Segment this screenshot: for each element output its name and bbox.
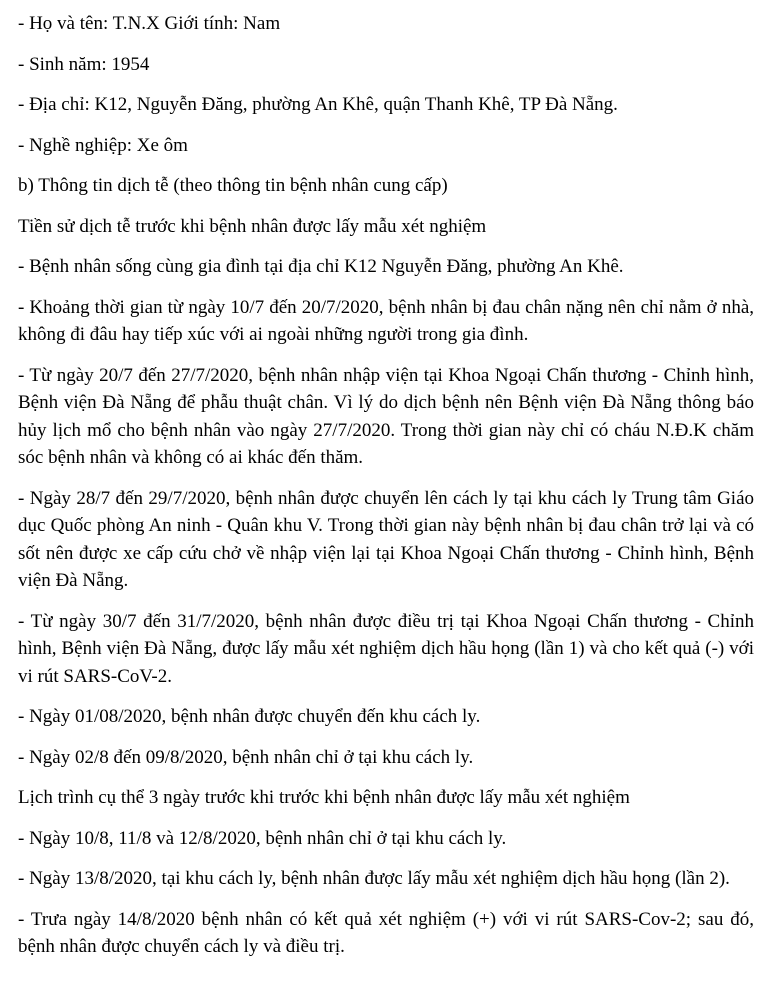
epidemiology-history-heading: Tiền sử dịch tễ trước khi bệnh nhân được lấy mẫu xét nghiệm [18, 215, 487, 237]
paragraph-jul-20-27: - Từ ngày 20/7 đến 27/7/2020, bệnh nhân nhập viện tại Khoa Ngoại Chấn thương - Chỉnh hình, Bệnh viện Đà Nẵng để phẫu thuật chân. Vì lý do dịch bệnh nên Bệnh viện Đà Nẵng thông báo hủy lịch mổ cho bệnh nhân vào ngày 27/7/2020. Trong thời gian này chỉ có cháu N.Đ.K chăm sóc bệnh nhân và không có ai khác đến thăm. [18, 364, 754, 468]
paragraph-aug-13: - Ngày 13/8/2020, tại khu cách ly, bệnh nhân được lấy mẫu xét nghiệm dịch hầu họng (lần 2). [18, 868, 730, 889]
patient-name-gender: - Họ và tên: T.N.X Giới tính: Nam [18, 13, 281, 34]
paragraph-jul-28-29: - Ngày 28/7 đến 29/7/2020, bệnh nhân được chuyển lên cách ly tại khu cách ly Trung tâm Giáo dục Quốc phòng An ninh - Quân khu V. Trong thời gian này bệnh nhân bị đau chân trở lại và có sốt nên được xe cấp cứu chở về nhập viện lại tại Khoa Ngoại Chấn thương - Chỉnh hình, Bệnh viện Đà Nẵng. [18, 487, 754, 591]
birth-year: - Sinh năm: 1954 [18, 53, 150, 75]
paragraph-jul-30-31: - Từ ngày 30/7 đến 31/7/2020, bệnh nhân được điều trị tại Khoa Ngoại Chấn thương - Chỉnh hình, Bệnh viện Đà Nẵng, được lấy mẫu xét nghiệm dịch hầu họng (lần 1) và cho kết quả (-) với vi rút SARS-CoV-2. [18, 610, 754, 687]
paragraph-aug-01: - Ngày 01/08/2020, bệnh nhân được chuyển đến khu cách ly. [18, 706, 481, 727]
address: - Địa chỉ: K12, Nguyễn Đăng, phường An Khê, quận Thanh Khê, TP Đà Nẵng. [18, 94, 618, 115]
paragraph-jul-10-20: - Khoảng thời gian từ ngày 10/7 đến 20/7/2020, bệnh nhân bị đau chân nặng nên chỉ nằm ở nhà, không đi đâu hay tiếp xúc với ai ngoài những người trong gia đình. [18, 296, 754, 345]
section-heading-epidemiology: b) Thông tin dịch tễ (theo thông tin bệnh nhân cung cấp) [18, 175, 448, 196]
paragraph-living-with-family: - Bệnh nhân sống cùng gia đình tại địa chỉ K12 Nguyễn Đăng, phường An Khê. [18, 256, 624, 277]
paragraph-aug-14: - Trưa ngày 14/8/2020 bệnh nhân có kết quả xét nghiệm (+) với vi rút SARS-Cov-2; sau đó, bệnh nhân được chuyển cách ly và điều trị. [18, 908, 754, 957]
paragraph-aug-02-09: - Ngày 02/8 đến 09/8/2020, bệnh nhân chỉ ở tại khu cách ly. [18, 746, 474, 768]
occupation: - Nghề nghiệp: Xe ôm [18, 134, 188, 156]
paragraph-aug-10-12: - Ngày 10/8, 11/8 và 12/8/2020, bệnh nhân chỉ ở tại khu cách ly. [18, 827, 507, 849]
schedule-heading-3-days: Lịch trình cụ thể 3 ngày trước khi trước khi bệnh nhân được lấy mẫu xét nghiệm [18, 787, 630, 808]
